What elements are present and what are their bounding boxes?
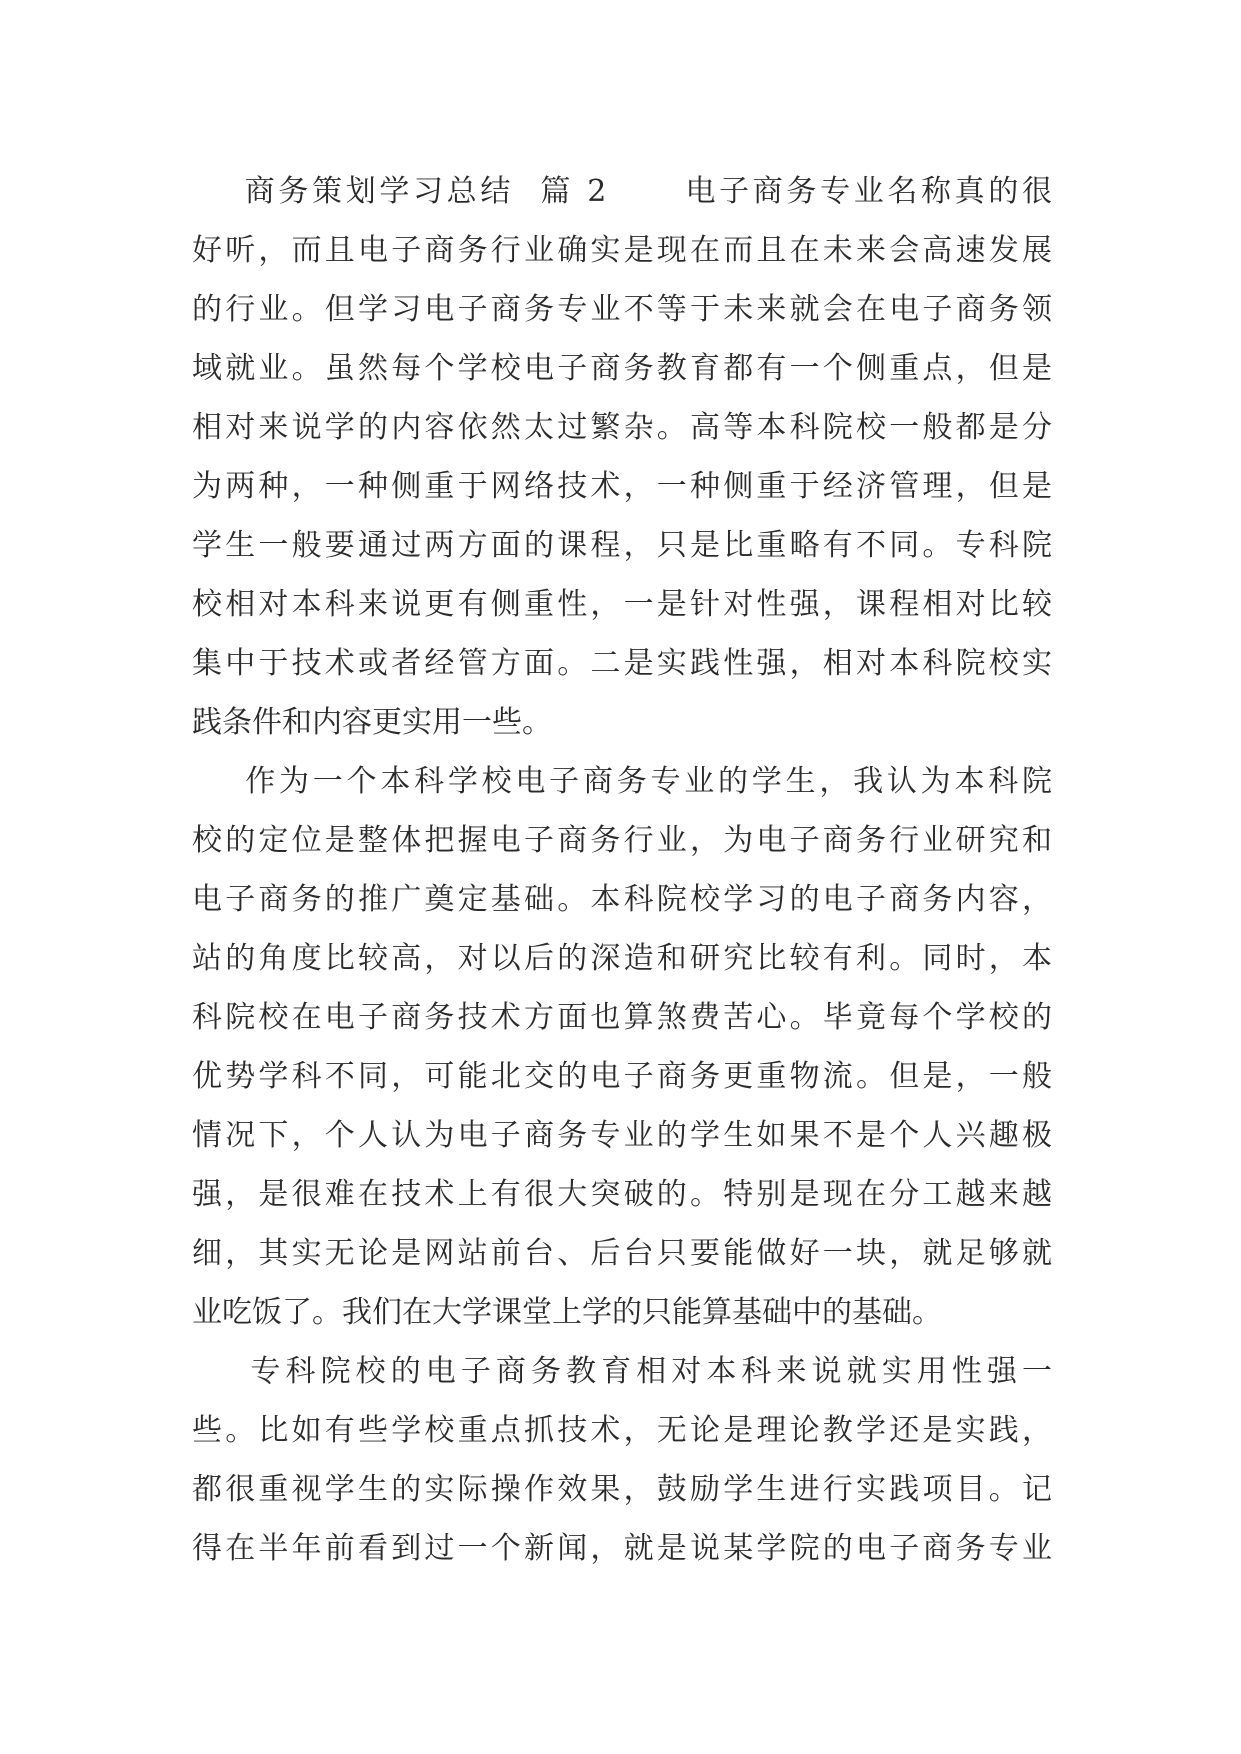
text-line: 业吃饭了。我们在大学课堂上学的只能算基础中的基础。	[192, 1295, 942, 1330]
text-line: 商务策划学习总结 篇 2 电子商务专业名称真的很	[192, 174, 1052, 209]
text-line: 站的角度比较高，对以后的深造和研究比较有利。同时，本	[192, 941, 1052, 976]
text-line: 些。比如有些学校重点抓技术，无论是理论教学还是实践，	[192, 1413, 1052, 1448]
text-line: 科院校在电子商务技术方面也算煞费苦心。毕竟每个学校的	[192, 1000, 1052, 1035]
text-line: 校的定位是整体把握电子商务行业，为电子商务行业研究和	[192, 823, 1052, 858]
text-line: 电子商务的推广奠定基础。本科院校学习的电子商务内容，	[192, 882, 1052, 917]
text-line: 相对来说学的内容依然太过繁杂。高等本科院校一般都是分	[192, 410, 1052, 445]
text-line: 作为一个本科学校电子商务专业的学生，我认为本科院	[192, 764, 1052, 799]
text-line: 强，是很难在技术上有很大突破的。特别是现在分工越来越	[192, 1177, 1052, 1212]
text-line: 校相对本科来说更有侧重性，一是针对性强，课程相对比较	[192, 587, 1052, 622]
text-line: 域就业。虽然每个学校电子商务教育都有一个侧重点，但是	[192, 351, 1052, 386]
text-line: 情况下，个人认为电子商务专业的学生如果不是个人兴趣极	[192, 1118, 1052, 1153]
text-line: 优势学科不同，可能北交的电子商务更重物流。但是，一般	[192, 1059, 1052, 1094]
text-line: 学生一般要通过两方面的课程，只是比重略有不同。专科院	[192, 528, 1052, 563]
text-line: 集中于技术或者经管方面。二是实践性强，相对本科院校实	[192, 646, 1052, 681]
body-text	[192, 162, 1052, 1578]
text-line: 好听，而且电子商务行业确实是现在而且在未来会高速发展	[192, 233, 1052, 268]
text-line: 都很重视学生的实际操作效果，鼓励学生进行实践项目。记	[192, 1472, 1052, 1507]
text-line: 为两种，一种侧重于网络技术，一种侧重于经济管理，但是	[192, 469, 1052, 504]
text-line: 践条件和内容更实用一些。	[192, 705, 552, 740]
text-line: 得在半年前看到过一个新闻，就是说某学院的电子商务专业	[192, 1531, 1052, 1566]
text-line: 的行业。但学习电子商务专业不等于未来就会在电子商务领	[192, 292, 1052, 327]
text-line: 专科院校的电子商务教育相对本科来说就实用性强一	[192, 1354, 1052, 1389]
text-line: 细，其实无论是网站前台、后台只要能做好一块，就足够就	[192, 1236, 1052, 1271]
